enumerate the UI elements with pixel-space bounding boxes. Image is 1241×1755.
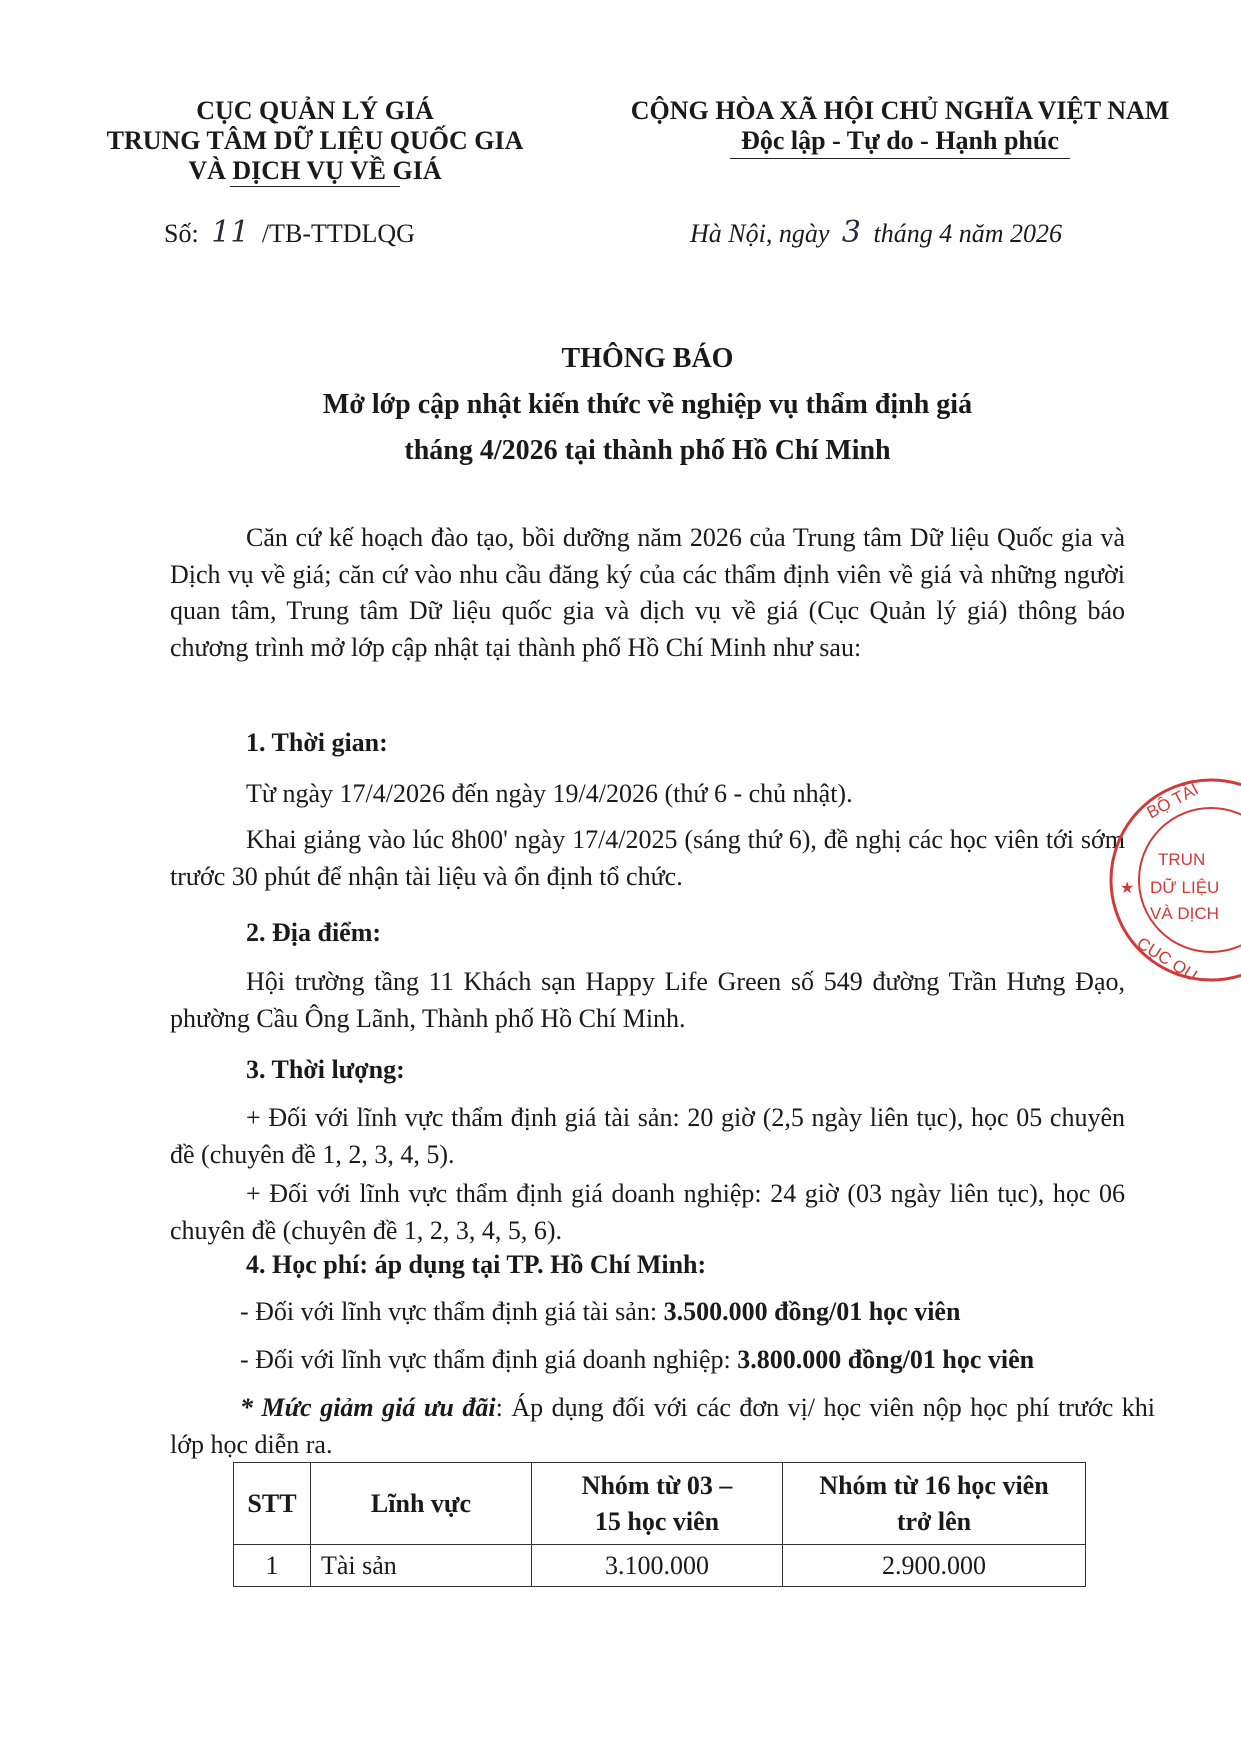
section-duration-item2: + Đối với lĩnh vực thẩm định giá doanh nghiệp: 24 giờ (03 ngày liên tục), học 06 chuyên đề (chuyên đề 1, 2, 3, 4, 5, 6). <box>170 1179 1125 1245</box>
document-number <box>164 215 415 250</box>
section-place-text: Hội trường tầng 11 Khách sạn Happy Life Green số 549 đường Trần Hưng Đạo, phường Cầu Ông Lãnh, Thành phố Hồ Chí Minh. <box>170 967 1125 1033</box>
table-header-group-b-line2: trở lên <box>896 1506 972 1536</box>
fee-enterprise-line <box>240 1342 1034 1378</box>
discount-table <box>233 1462 1086 1587</box>
section-fee-heading: 4. Học phí: áp dụng tại TP. Hồ Chí Minh: <box>246 1250 707 1279</box>
table-header-group-a-line2: 15 học viên <box>594 1506 720 1536</box>
official-stamp <box>1106 765 1241 995</box>
fee-asset-value: 3.500.000 đồng/01 học viên <box>663 1297 961 1326</box>
fee-discount-label: * Mức giảm giá ưu đãi <box>240 1393 496 1422</box>
fee-enterprise-value: 3.800.000 đồng/01 học viên <box>737 1345 1035 1374</box>
date-day-handwritten: 3 <box>841 215 861 250</box>
table-cell-field: Tài sản <box>311 1545 532 1587</box>
motto-underline <box>730 158 1070 159</box>
fee-discount-paragraph <box>170 1390 1155 1463</box>
title-sub-line2: tháng 4/2026 tại thành phố Hồ Chí Minh <box>404 435 891 466</box>
section-place-heading: 2. Địa điểm: <box>246 918 382 947</box>
date-prefix: Hà Nội, ngày <box>690 219 830 248</box>
fee-discount-text: : Áp dụng đối với các đơn vị/ học viên nộp học phí trước khi lớp học diễn ra. <box>170 1393 1155 1459</box>
table-cell-group-a: 3.100.000 <box>532 1545 783 1587</box>
date-suffix: tháng 4 năm 2026 <box>873 219 1062 248</box>
stamp-arc-top: BỘ TÀI <box>1143 779 1202 823</box>
agency-underline <box>230 186 400 187</box>
section-time-line2: Khai giảng vào lúc 8h00' ngày 17/4/2025 (sáng thứ 6), đề nghị các học viên tới sớm trước 30 phút để nhận tài liệu và ổn định tổ chức. <box>170 825 1125 891</box>
section-time-line1: Từ ngày 17/4/2026 đến ngày 19/4/2026 (thứ 6 - chủ nhật). <box>246 779 853 808</box>
table-header-stt: STT <box>234 1463 311 1545</box>
table-header-group-a <box>532 1463 783 1545</box>
stamp-arc-bottom: CỤC QU <box>1133 933 1201 986</box>
document-number-suffix: /TB-TTDLQG <box>261 219 415 248</box>
section-time-heading: 1. Thời gian: <box>246 728 388 757</box>
stamp-line3: VÀ DỊCH <box>1150 904 1219 923</box>
table-header-group-a-line1: Nhóm từ 03 – <box>581 1470 733 1500</box>
stamp-line2: DỮ LIỆU <box>1150 878 1220 897</box>
agency-name-line1: TRUNG TÂM DỮ LIỆU QUỐC GIA <box>106 126 524 155</box>
stamp-line1: TRUN <box>1158 850 1206 869</box>
table-cell-group-b: 2.900.000 <box>783 1545 1086 1587</box>
stamp-star-icon: ★ <box>1120 880 1135 897</box>
document-date <box>690 215 1062 250</box>
title-main: THÔNG BÁO <box>561 343 734 374</box>
table-row <box>234 1545 1086 1587</box>
table-cell-stt: 1 <box>234 1545 311 1587</box>
fee-enterprise-label: - Đối với lĩnh vực thẩm định giá doanh nghiệp: <box>240 1345 738 1374</box>
table-header-row <box>234 1463 1086 1545</box>
fee-asset-label: - Đối với lĩnh vực thẩm định giá tài sản: <box>240 1297 664 1326</box>
agency-name-line2: VÀ DỊCH VỤ VỀ GIÁ <box>188 156 442 185</box>
table-header-group-b <box>783 1463 1086 1545</box>
national-name: CỘNG HÒA XÃ HỘI CHỦ NGHĨA VIỆT NAM <box>630 96 1170 125</box>
section-duration-item1: + Đối với lĩnh vực thẩm định giá tài sản: 20 giờ (2,5 ngày liên tục), học 05 chuyên đề (chuyên đề 1, 2, 3, 4, 5). <box>170 1103 1125 1169</box>
national-header <box>600 96 1200 156</box>
national-motto: Độc lập - Tự do - Hạnh phúc <box>741 126 1059 155</box>
document-number-handwritten: 11 <box>211 215 250 250</box>
fee-asset-line <box>240 1294 960 1330</box>
agency-header <box>90 96 540 186</box>
document-number-prefix: Số: <box>164 219 199 248</box>
table-header-field: Lĩnh vực <box>311 1463 532 1545</box>
agency-parent: CỤC QUẢN LÝ GIÁ <box>196 96 434 125</box>
section-duration-heading: 3. Thời lượng: <box>246 1055 405 1084</box>
table-header-group-b-line1: Nhóm từ 16 học viên <box>819 1470 1049 1500</box>
title-sub-line1: Mở lớp cập nhật kiến thức về nghiệp vụ thẩm định giá <box>322 389 973 420</box>
document-title <box>170 336 1125 474</box>
intro-paragraph: Căn cứ kế hoạch đào tạo, bồi dưỡng năm 2026 của Trung tâm Dữ liệu Quốc gia và Dịch vụ về giá; căn cứ vào nhu cầu đăng ký của các thẩm định viên về giá và những người quan tâm, Trung tâm Dữ liệu quốc gia và dịch vụ về giá (Cục Quản lý giá) thông báo chương trình mở lớp cập nhật tại thành phố Hồ Chí Minh như sau: <box>170 523 1125 662</box>
